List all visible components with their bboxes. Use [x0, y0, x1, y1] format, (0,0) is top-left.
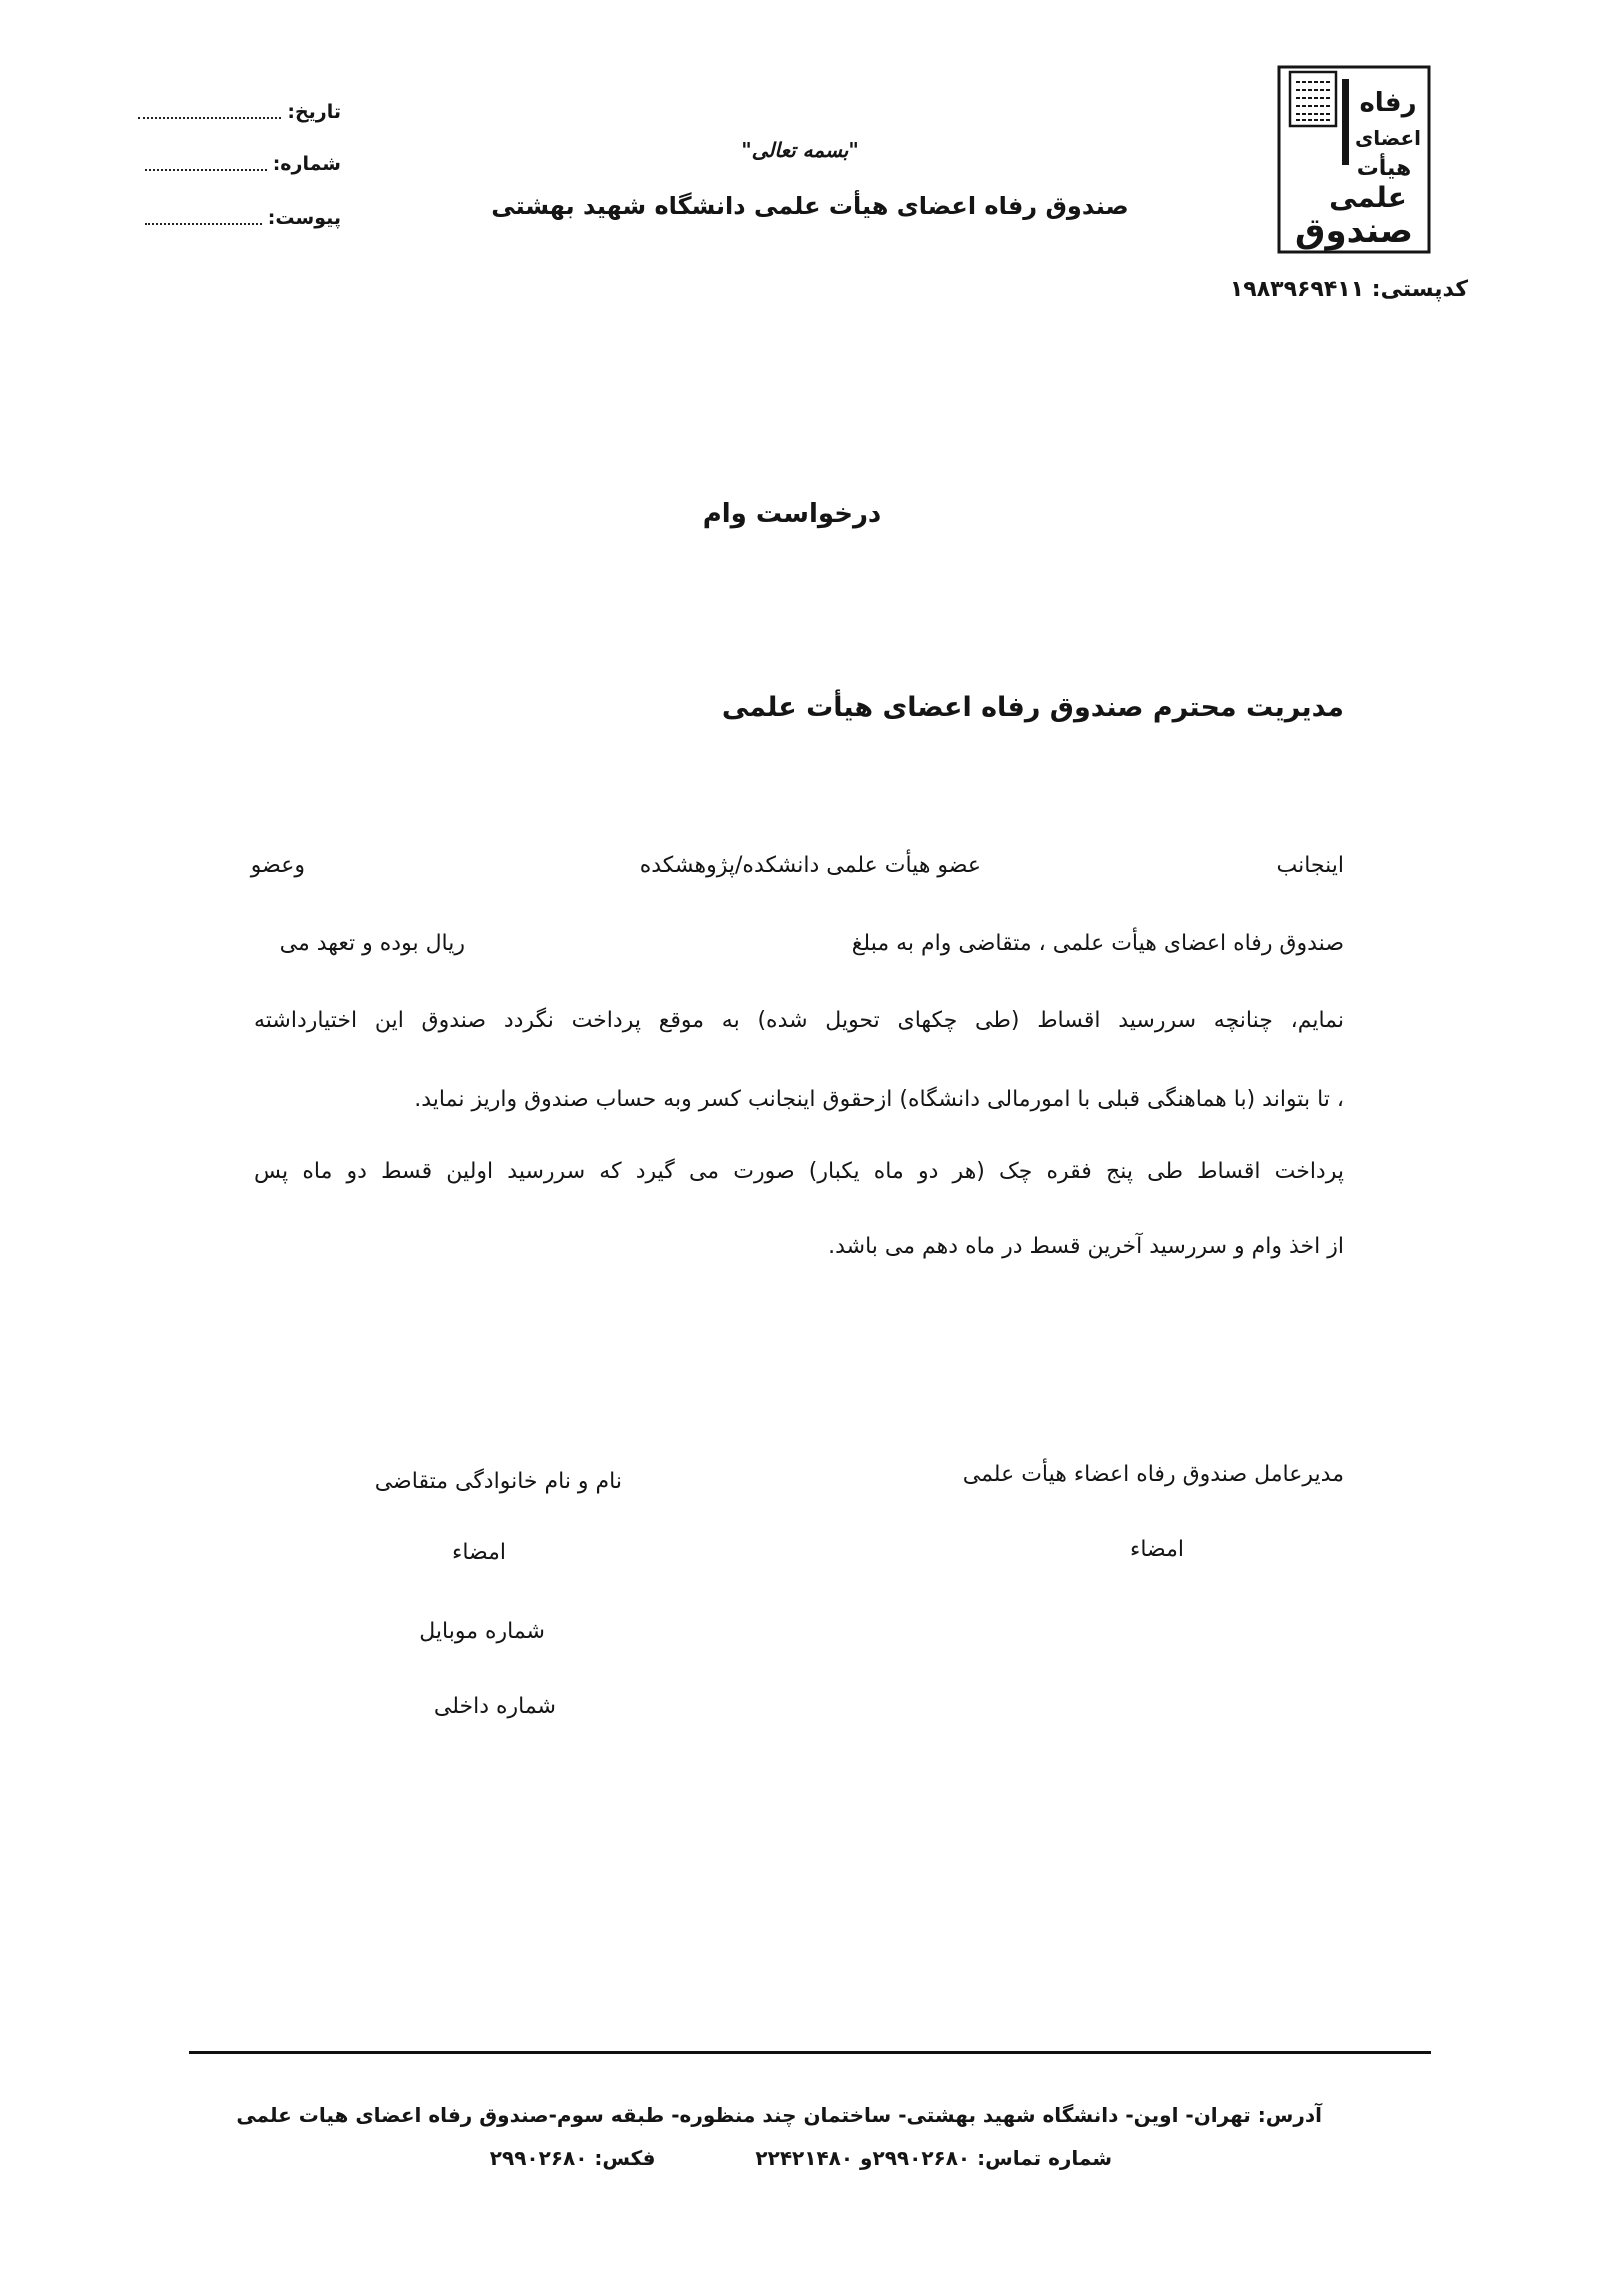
- logo-word: صندوق: [1295, 211, 1413, 251]
- logo-word: رفاه: [1359, 88, 1417, 118]
- organization-title: صندوق رفاه اعضای هیأت علمی دانشگاه شهید بهشتی: [491, 192, 1129, 220]
- footer-contact: [490, 2143, 1112, 2173]
- logo-seal: [1290, 72, 1336, 126]
- body-line: از اخذ وام و سررسید آخرین قسط در ماه دهم می باشد.: [828, 1234, 1344, 1259]
- applicant-signature-label: امضاء: [451, 1540, 506, 1565]
- attachment-label: پیوست:: [267, 207, 341, 229]
- line1-end: وعضو: [250, 853, 305, 878]
- logo-word: اعضای: [1354, 126, 1422, 150]
- logo-stroke: [1342, 79, 1349, 165]
- date-label: تاریخ:: [287, 101, 341, 123]
- postal-code: کدپستی: ۱۹۸۳۹۶۹۴۱۱: [1229, 277, 1468, 302]
- footer-phone: شماره تماس: ۲۹۹۰۲۶۸۰و ۲۲۴۲۱۴۸۰: [755, 2146, 1112, 2170]
- date-blank: [138, 117, 281, 119]
- director-title: مدیرعامل صندوق رفاه اعضاء هیأت علمی: [962, 1462, 1344, 1487]
- logo-word: علمی: [1329, 181, 1407, 214]
- footer-address: آدرس: تهران- اوین- دانشگاه شهید بهشتی- ساختمان چند منظوره- طبقه سوم-صندوق رفاه اعضای هیات علمی: [236, 2103, 1322, 2127]
- body-line: ، تا بتواند (با هماهنگی قبلی با امورمالی دانشگاه) ازحقوق اینجانب کسر وبه حساب صندوق واریز نماید.: [414, 1087, 1344, 1112]
- number-label: شماره:: [272, 153, 341, 175]
- attachment-blank: [145, 223, 262, 225]
- basmala: "بسمه تعالی": [741, 138, 859, 162]
- body-line: پرداخت اقساط طی پنج فقره چک (هر دو ماه یکبار) صورت می گیرد که سررسید اولین قسط دو ماه پس: [254, 1159, 1344, 1184]
- number-blank: [145, 169, 267, 171]
- body-line: نمایم، چنانچه سررسید اقساط (طی چکهای تحویل شده) به موقع پرداخت نگردد صندوق این اختیارداشته: [254, 1008, 1344, 1033]
- number-field: [145, 149, 341, 179]
- line1-middle: عضو هیأت علمی دانشکده/پژوهشکده: [639, 853, 981, 878]
- applicant-name-label: نام و نام خانوادگی متقاضی: [374, 1469, 622, 1494]
- applicant-extension-label: شماره داخلی: [433, 1694, 556, 1719]
- salutation: مدیریت محترم صندوق رفاه اعضای هیأت علمی: [721, 692, 1344, 723]
- attachment-field: [145, 203, 341, 233]
- line2-end: ریال بوده و تعهد می: [279, 931, 465, 956]
- organization-logo: [1276, 65, 1432, 255]
- logo-word: هیأت: [1356, 156, 1412, 181]
- applicant-mobile-label: شماره موبایل: [419, 1619, 545, 1644]
- director-signature-label: امضاء: [1129, 1537, 1184, 1562]
- line2-start: صندوق رفاه اعضای هیأت علمی ، متقاضی وام به مبلغ: [851, 931, 1344, 956]
- date-field: [138, 97, 341, 127]
- footer-fax: فکس: ۲۹۹۰۲۶۸۰: [489, 2146, 656, 2170]
- document-title: درخواست وام: [702, 499, 882, 529]
- line1-start: اینجانب: [1276, 853, 1344, 878]
- footer-divider: [189, 2051, 1431, 2054]
